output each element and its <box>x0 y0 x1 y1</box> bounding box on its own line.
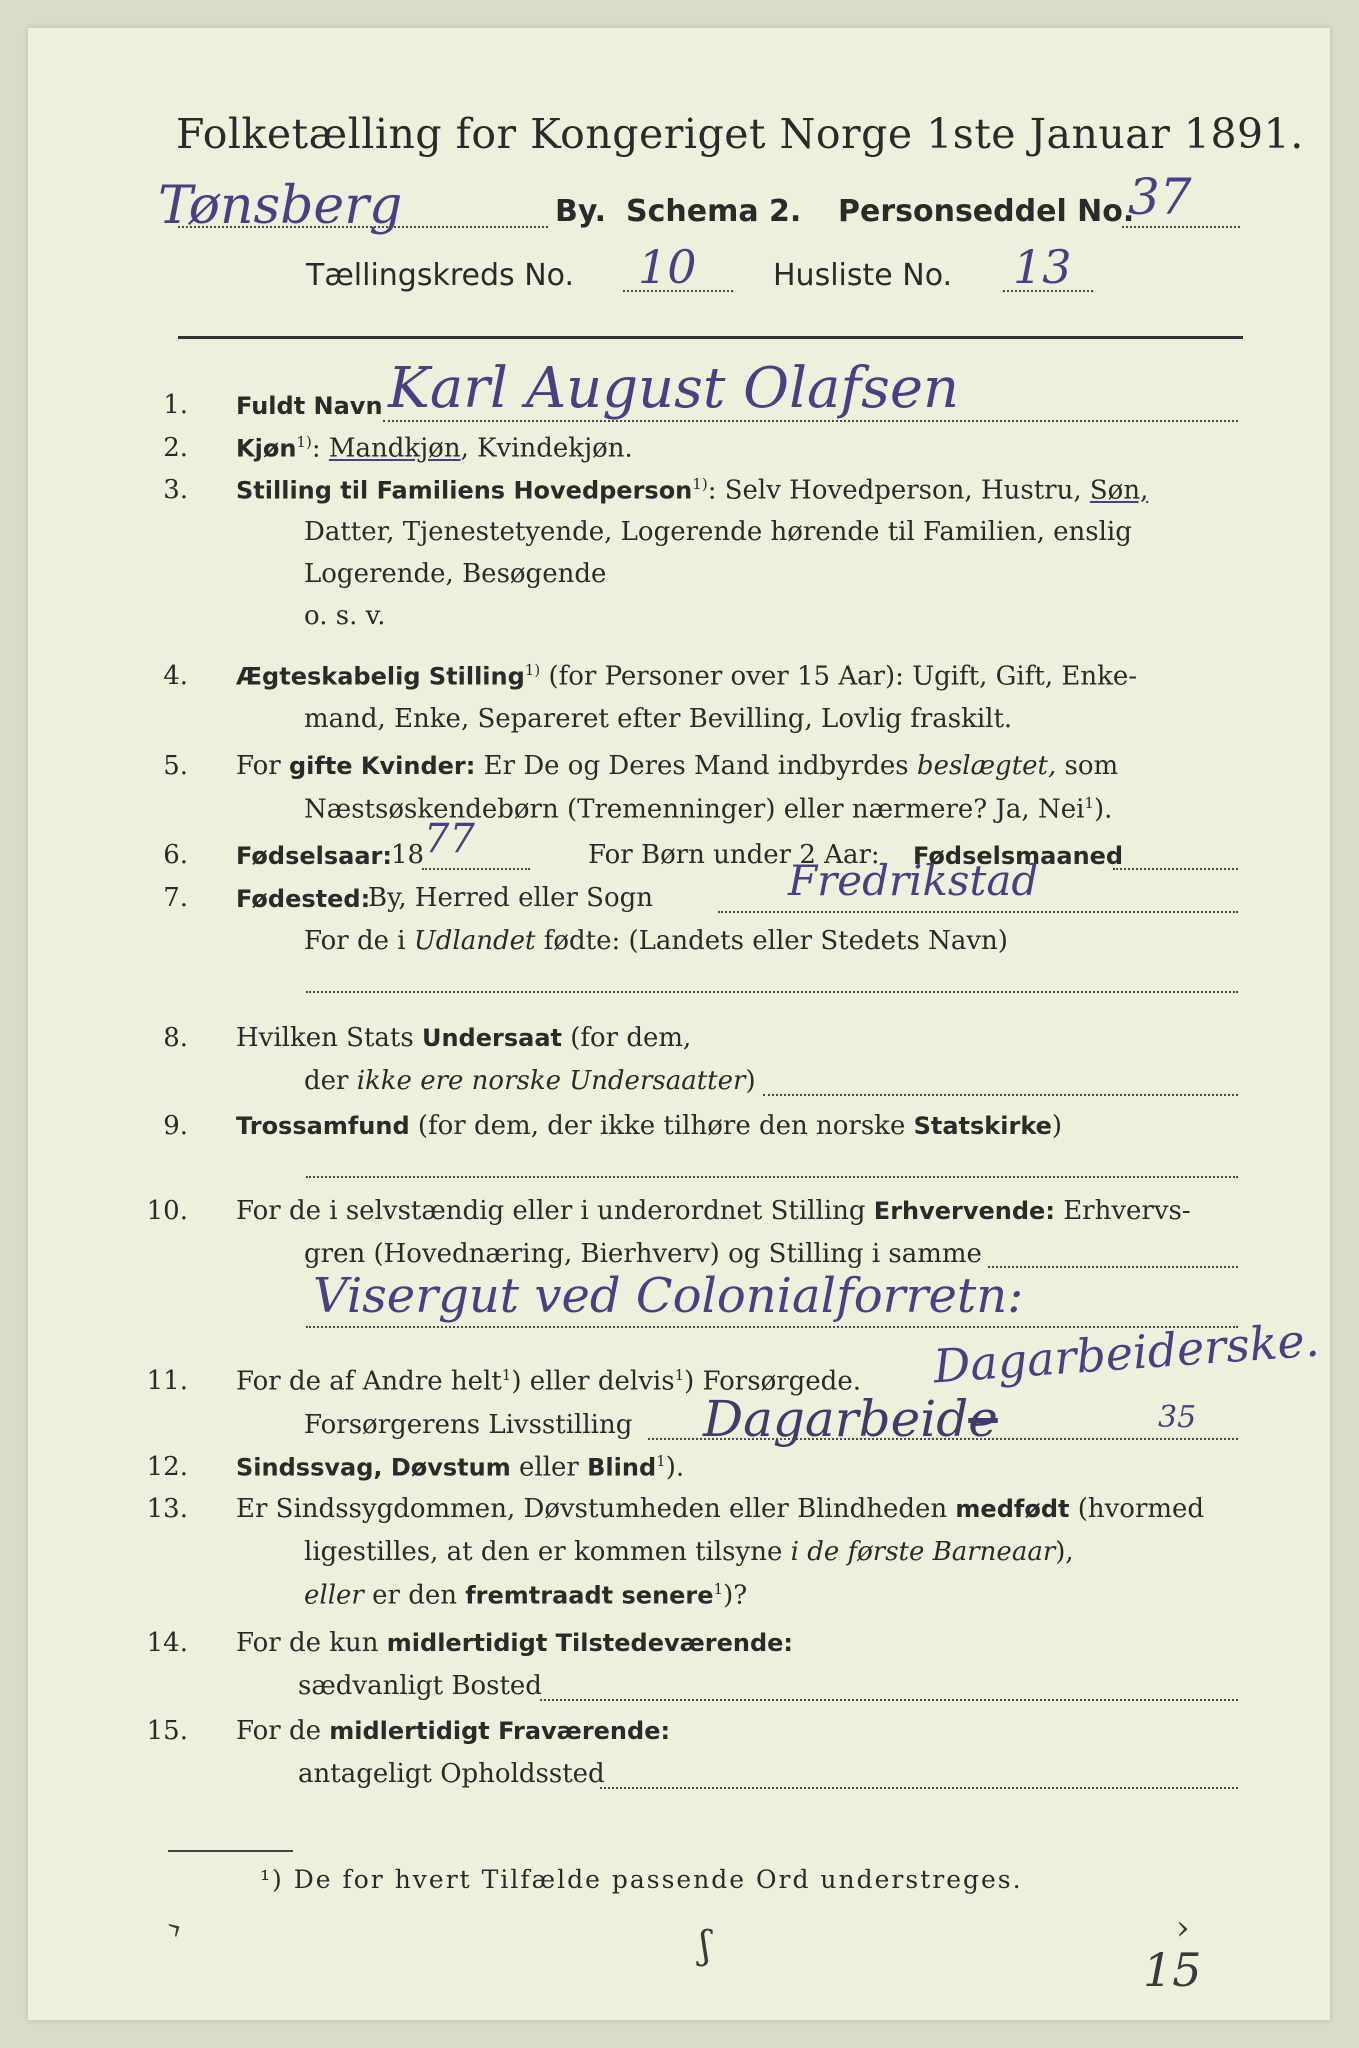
q2-label: Kjøn <box>236 434 297 463</box>
q11-value-top: Dagarbeiderske. <box>931 1312 1321 1394</box>
tellingskreds-number: 10 <box>638 240 697 294</box>
q6-label2: Fødselsmaaned <box>913 842 1124 870</box>
q7-line2 <box>304 926 1008 956</box>
personseddel-label: Personseddel No. <box>838 194 1135 229</box>
q12-sup: 1 <box>656 1452 666 1470</box>
q11-line2: Forsørgerens Livsstilling <box>304 1410 633 1440</box>
q13-label2: fremtraadt senere <box>465 1581 714 1610</box>
q7-number: 7. <box>163 883 188 913</box>
q10-text1: For de i selvstændig eller i underordnet Stilling <box>236 1196 866 1226</box>
by-label: By. <box>555 194 607 229</box>
q15-dotted-line <box>600 1787 1238 1789</box>
q15-line2: antageligt Opholdssted <box>298 1759 605 1789</box>
q8-dotted-line <box>763 1094 1238 1096</box>
q7-line2-italic: Udlandet <box>413 926 536 956</box>
q14-label: midlertidigt Tilstedeværende: <box>386 1629 794 1657</box>
q5-italic: beslægtet, <box>916 751 1057 781</box>
q3-number: 3. <box>163 475 188 505</box>
q4-line2: mand, Enke, Separeret efter Bevilling, Lovlig fraskilt. <box>304 704 1013 734</box>
q15-line1 <box>236 1716 670 1746</box>
corner-handwritten-number: 15 <box>1143 1943 1202 1997</box>
q3-line2: Datter, Tjenestetyende, Logerende hørende til Familien, enslig <box>304 517 1132 547</box>
q10-dotted-line-1 <box>988 1266 1238 1268</box>
q2-rest: , Kvindekjøn. <box>460 433 633 464</box>
q5-label: gifte Kvinder: <box>288 752 476 780</box>
q13-sup: 1 <box>713 1580 724 1598</box>
header-rule <box>178 336 1243 339</box>
q7-birthplace-value: Fredrikstad <box>788 856 1039 905</box>
q15-number: 15. <box>146 1716 188 1746</box>
q8-line2: der ikke ere norske Undersaatter) <box>304 1066 756 1096</box>
q13-line3: eller er den fremtraadt senere$^1$)? <box>304 1580 748 1611</box>
q2-number: 2. <box>163 433 188 463</box>
q4-line1 <box>236 661 1137 692</box>
q7-label: Fødested: <box>236 885 371 913</box>
q14-line1 <box>236 1628 793 1658</box>
q9-number: 9. <box>163 1111 188 1141</box>
q8-line1-pre: Hvilken Stats <box>236 1023 414 1053</box>
q9-dotted-line <box>306 1176 1238 1178</box>
schema-label: Schema 2. <box>626 194 802 229</box>
q13-line2-italic: i de første Barneaar <box>790 1537 1056 1567</box>
q11-mid: eller delvis <box>529 1366 675 1397</box>
q12-number: 12. <box>146 1452 188 1482</box>
q9-text1: (for dem, der ikke tilhøre den norske <box>417 1111 906 1141</box>
tellingskreds-label: Tællingskreds No. <box>306 258 574 293</box>
q5-text1: Er De og Deres Mand indbyrdes <box>483 751 909 781</box>
q4-number: 4. <box>163 661 188 691</box>
form-title: Folketælling for Kongeriget Norge 1ste Januar 1891. <box>176 110 1304 158</box>
q4-text1: (for Personer over 15 Aar): Ugift, Gift, Enke- <box>548 661 1137 692</box>
q4-sup: 1) <box>524 661 541 679</box>
q13-line1 <box>236 1494 1204 1524</box>
q5-number: 5. <box>163 751 188 781</box>
footnote: ¹) De for hvert Tilfælde passende Ord understreges. <box>260 1865 1023 1894</box>
q12-label2: Blind <box>587 1453 657 1482</box>
q2-colon: : <box>311 433 321 464</box>
q3-option-son: Søn, <box>1089 475 1149 506</box>
q13-line3-tail: ? <box>733 1580 748 1611</box>
q5-pre: For <box>236 751 281 781</box>
q11-number: 11. <box>146 1366 188 1396</box>
q7-dotted-line <box>718 911 1238 913</box>
q7-line2-pre: For de i <box>304 926 406 956</box>
q6-year-value: 77 <box>424 816 475 862</box>
q9-line1: Trossamfund (for dem, der ikke tilhøre den norske Statskirke) <box>236 1111 1063 1141</box>
q3-line3: Logerende, Besøgende <box>304 559 607 589</box>
q5-line1 <box>236 751 1118 781</box>
q8-line2-pre: der <box>304 1066 349 1096</box>
q13-label: medfødt <box>955 1495 1070 1523</box>
q14-pre: For de kun <box>236 1628 379 1658</box>
q5-line2: Næstsøskendebørn (Tremenninger) eller nærmere? Ja, Nei$^1$). <box>304 794 1113 825</box>
q3-line4: o. s. v. <box>304 601 386 631</box>
q12-mid: eller <box>519 1452 579 1483</box>
q1-number: 1. <box>163 390 188 420</box>
q6-year-prefix: 18 <box>391 840 425 870</box>
q13-tail: (hvormed <box>1077 1494 1205 1524</box>
q11-text1: For de af Andre helt <box>236 1366 502 1397</box>
q9-label: Trossamfund <box>236 1112 410 1140</box>
q3-options-1: : Selv Hovedperson, Hustru, <box>707 475 1082 506</box>
center-tick: ʃ <box>700 1923 711 1967</box>
q13-text1: Er Sindssygdommen, Døvstumheden eller Blindheden <box>236 1494 948 1524</box>
q10-line1 <box>236 1196 1191 1226</box>
q10-line2: gren (Hovednæring, Bierhverv) og Stilling i samme <box>304 1239 982 1269</box>
q10-label: Erhvervende: <box>873 1197 1055 1225</box>
q11-sup2: 1 <box>674 1366 685 1384</box>
husliste-dotted-line <box>1003 290 1093 292</box>
q5-text2: Næstsøskendebørn (Tremenninger) eller nærmere? Ja, Nei <box>304 794 1085 825</box>
q11-line1: For de af Andre helt$^1$) eller delvis$^1$) Forsørgede. <box>236 1366 861 1397</box>
q8-number: 8. <box>163 1023 188 1053</box>
q11-supporter-value: Dagarbeide <box>703 1390 998 1448</box>
q7-line2-post: fødte: (Landets eller Stedets Navn) <box>543 926 1008 956</box>
q3-line1 <box>236 475 1148 506</box>
q3-sup: 1) <box>692 475 708 493</box>
q11-value-number: 35 <box>1158 1400 1197 1435</box>
town-handwritten: Tønsberg <box>158 176 403 236</box>
q10-number: 10. <box>146 1196 188 1226</box>
q15-label: midlertidigt Fraværende: <box>329 1717 671 1745</box>
q5-tail: som <box>1064 751 1119 781</box>
q10-tail: Erhvervs- <box>1063 1196 1191 1226</box>
q6-dotted-line <box>1113 868 1238 870</box>
q1-label: Fuldt Navn <box>236 392 383 420</box>
town-dotted-line <box>178 226 548 228</box>
q6-mid: For Børn under 2 Aar: <box>588 840 880 870</box>
personseddel-number: 37 <box>1128 168 1192 226</box>
q6-number: 6. <box>163 840 188 870</box>
q11-dotted-line <box>648 1438 1238 1440</box>
personseddel-dotted-line <box>1122 226 1240 228</box>
q3-label: Stilling til Familiens Hovedperson <box>236 476 693 505</box>
q8-label: Undersaat <box>421 1024 562 1052</box>
q14-line2: sædvanligt Bosted <box>298 1671 542 1701</box>
q8-line1-post: (for dem, <box>570 1023 692 1053</box>
q14-dotted-line <box>540 1699 1238 1701</box>
q7-foreign-dotted-line <box>306 991 1238 993</box>
q13-line2-pre: ligestilles, at den er kommen tilsyne <box>304 1537 783 1567</box>
q1-full-name-value: Karl August Olafsen <box>388 356 960 421</box>
q9-tail: Statskirke <box>913 1112 1052 1140</box>
q15-pre: For de <box>236 1716 321 1746</box>
q7-text1: By, Herred eller Sogn <box>368 883 654 913</box>
q13-line3-italic: eller <box>304 1580 364 1611</box>
q13-line3-mid: er den <box>372 1580 457 1611</box>
q8-line2-italic: ikke ere norske Undersaatter <box>356 1066 746 1096</box>
q2-sup: 1) <box>296 433 312 451</box>
q6-year-dotted-line <box>422 868 530 870</box>
q14-number: 14. <box>146 1628 188 1658</box>
q1-dotted-line <box>383 420 1238 422</box>
q5-sup: 1 <box>1084 794 1094 812</box>
corner-tick-right: › <box>1176 1908 1190 1948</box>
q13-line2: ligestilles, at den er kommen tilsyne i de første Barneaar), <box>304 1537 1074 1567</box>
q2-option-mandkjon: Mandkjøn <box>328 433 461 464</box>
husliste-number: 13 <box>1013 240 1072 294</box>
q12-label: Sindssvag, Døvstum <box>236 1453 511 1482</box>
q4-label: Ægteskabelig Stilling <box>236 662 525 691</box>
q11-tail: Forsørgede. <box>702 1366 861 1397</box>
q11-sup1: 1 <box>501 1366 512 1384</box>
corner-tick-left: › <box>158 1907 191 1949</box>
q10-occupation-value: Visergut ved Colonialforretn: <box>313 1268 1024 1324</box>
husliste-label: Husliste No. <box>773 258 953 293</box>
q13-number: 13. <box>146 1494 188 1524</box>
q6-label: Fødselsaar: <box>236 842 392 870</box>
census-form-sheet <box>28 28 1330 2020</box>
tellingskreds-dotted-line <box>623 290 733 292</box>
q8-line1 <box>236 1023 691 1053</box>
footnote-rule <box>168 1850 293 1852</box>
q2-line <box>236 433 633 464</box>
q12-line: Sindssvag, Døvstum eller Blind$^1$). <box>236 1452 685 1483</box>
